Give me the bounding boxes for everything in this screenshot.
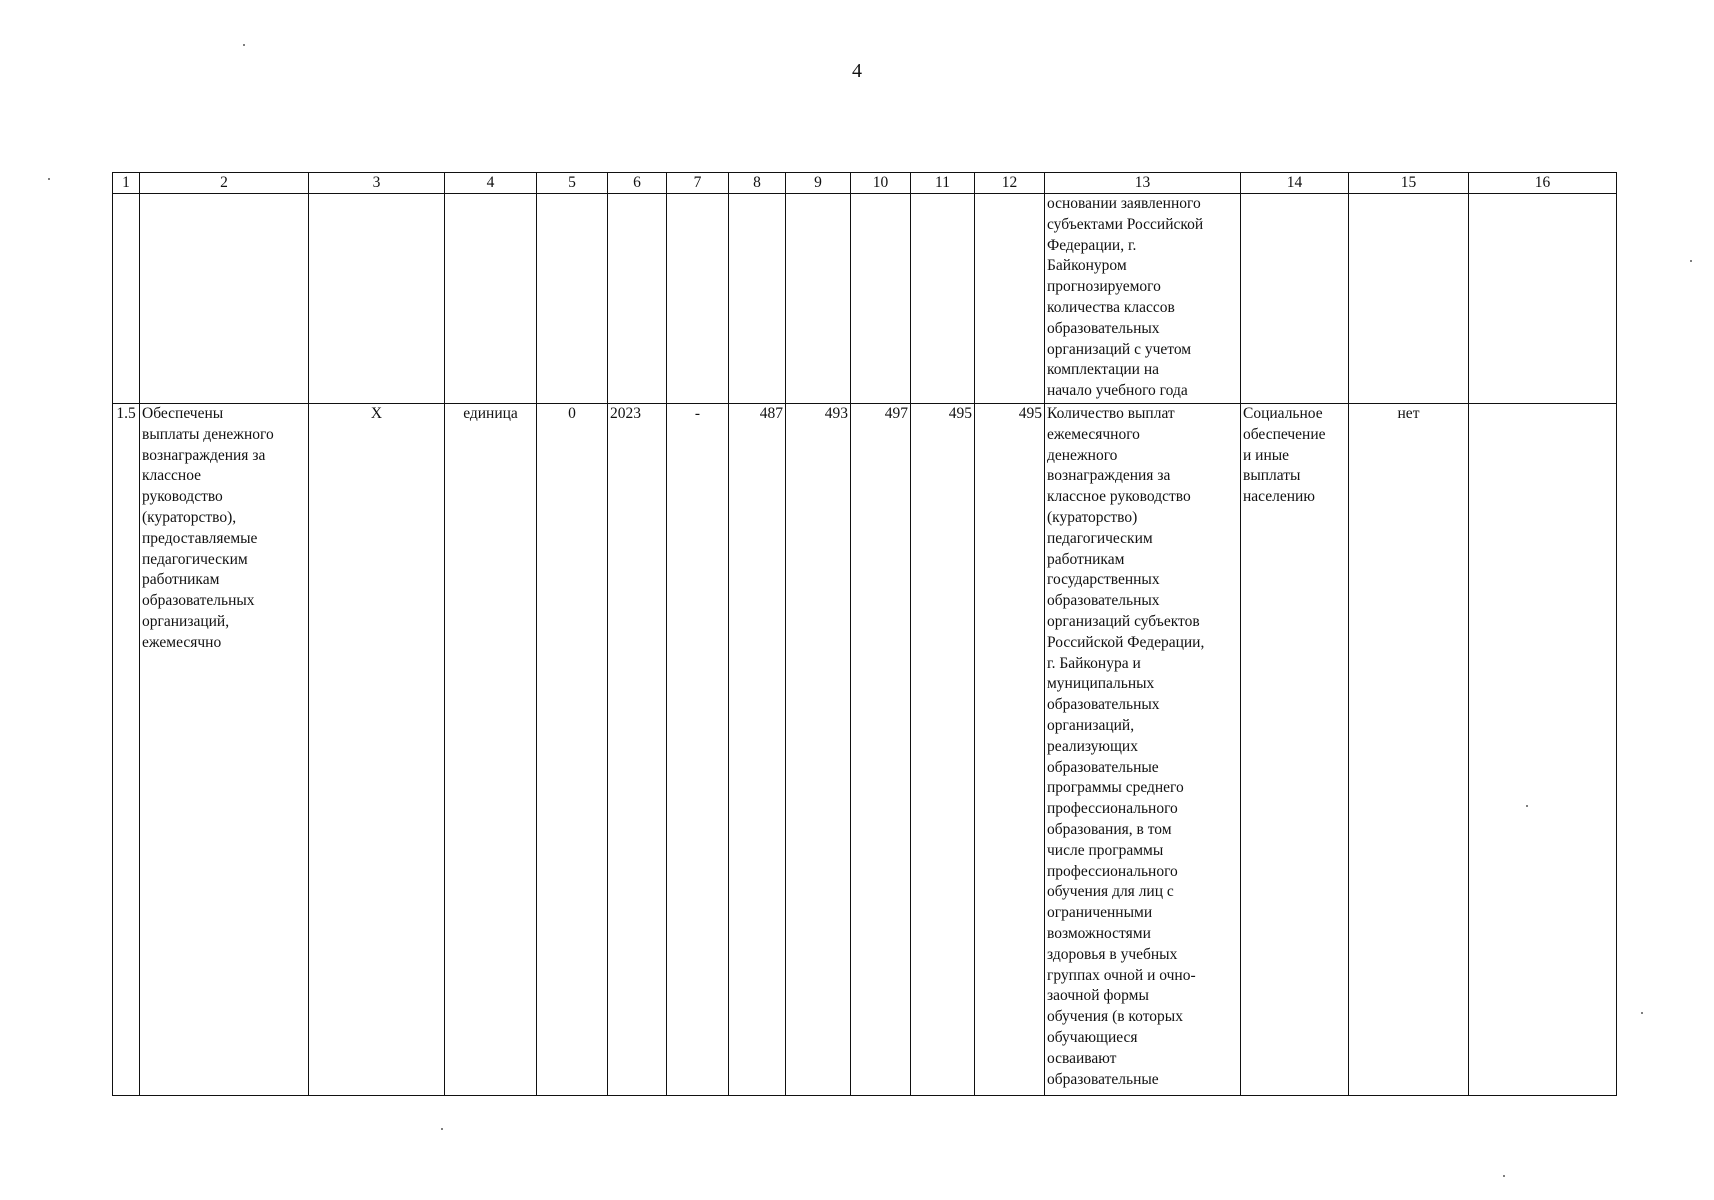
scan-speck bbox=[441, 1128, 443, 1130]
column-number-row bbox=[113, 173, 1617, 194]
column-number: 8 bbox=[729, 173, 786, 194]
cell-description: Количество выплат ежемесячного денежного вознаграждения за классное руководство (кураторство) педагогическим работникам государственных образовательных организаций субъектов Российской Федерации, г. Байконура и муниципальных образовательных организаций, реализующих образовательные программы среднего профессионального образования, в том числе программы профессионального обучения для лиц с ограниченными возможностями здоровья в учебных группах очной и очно- заочной формы обучения (в которых обучающиеся осваивают образовательные bbox=[1045, 404, 1241, 1096]
column-number: 13 bbox=[1045, 173, 1241, 194]
column-number: 3 bbox=[309, 173, 445, 194]
table-row-continuation bbox=[113, 194, 1617, 404]
cell-type bbox=[1241, 194, 1349, 404]
cell-col7 bbox=[667, 194, 729, 404]
cell-col11 bbox=[911, 194, 975, 404]
table-row-1-5 bbox=[113, 404, 1617, 1096]
column-number: 12 bbox=[975, 173, 1045, 194]
cell-col11: 495 bbox=[911, 404, 975, 1096]
cell-col10: 497 bbox=[851, 404, 911, 1096]
cell-result-name: Обеспечены выплаты денежного вознаграждения за классное руководство (кураторство), предоставляемые педагогическим работникам образовательных организаций, ежемесячно bbox=[140, 404, 309, 1096]
column-number: 2 bbox=[140, 173, 309, 194]
cell-col15 bbox=[1349, 194, 1469, 404]
scan-speck bbox=[243, 44, 245, 46]
column-number: 9 bbox=[786, 173, 851, 194]
column-number: 1 bbox=[113, 173, 140, 194]
column-number: 11 bbox=[911, 173, 975, 194]
indicator-table bbox=[112, 172, 1617, 1096]
cell-base-value bbox=[537, 194, 608, 404]
scan-speck bbox=[1641, 1012, 1643, 1014]
cell-col15: нет bbox=[1349, 404, 1469, 1096]
cell-base-year bbox=[608, 194, 667, 404]
cell-col3 bbox=[309, 194, 445, 404]
cell-result-name bbox=[140, 194, 309, 404]
cell-col8 bbox=[729, 194, 786, 404]
column-number: 4 bbox=[445, 173, 537, 194]
cell-col12: 495 bbox=[975, 404, 1045, 1096]
cell-col7: - bbox=[667, 404, 729, 1096]
scan-speck bbox=[1690, 260, 1692, 262]
cell-col16 bbox=[1469, 404, 1617, 1096]
column-number: 14 bbox=[1241, 173, 1349, 194]
cell-col9 bbox=[786, 194, 851, 404]
cell-unit: единица bbox=[445, 404, 537, 1096]
cell-number: 1.5 bbox=[113, 404, 140, 1096]
column-number: 6 bbox=[608, 173, 667, 194]
page-number: 4 bbox=[852, 60, 862, 82]
scan-speck bbox=[48, 178, 50, 180]
column-number: 10 bbox=[851, 173, 911, 194]
cell-base-year: 2023 bbox=[608, 404, 667, 1096]
column-number: 16 bbox=[1469, 173, 1617, 194]
cell-unit bbox=[445, 194, 537, 404]
column-number: 5 bbox=[537, 173, 608, 194]
cell-col8: 487 bbox=[729, 404, 786, 1096]
scan-speck bbox=[1503, 1175, 1505, 1177]
cell-type: Социальное обеспечение и иные выплаты населению bbox=[1241, 404, 1349, 1096]
cell-col12 bbox=[975, 194, 1045, 404]
cell-col10 bbox=[851, 194, 911, 404]
cell-col16 bbox=[1469, 194, 1617, 404]
column-number: 7 bbox=[667, 173, 729, 194]
cell-col3: X bbox=[309, 404, 445, 1096]
cell-description: основании заявленного субъектами Российской Федерации, г. Байконуром прогнозируемого количества классов образовательных организаций с учетом комплектации на начало учебного года bbox=[1045, 194, 1241, 404]
column-number: 15 bbox=[1349, 173, 1469, 194]
scan-speck bbox=[1526, 805, 1528, 807]
cell-number bbox=[113, 194, 140, 404]
cell-base-value: 0 bbox=[537, 404, 608, 1096]
cell-col9: 493 bbox=[786, 404, 851, 1096]
